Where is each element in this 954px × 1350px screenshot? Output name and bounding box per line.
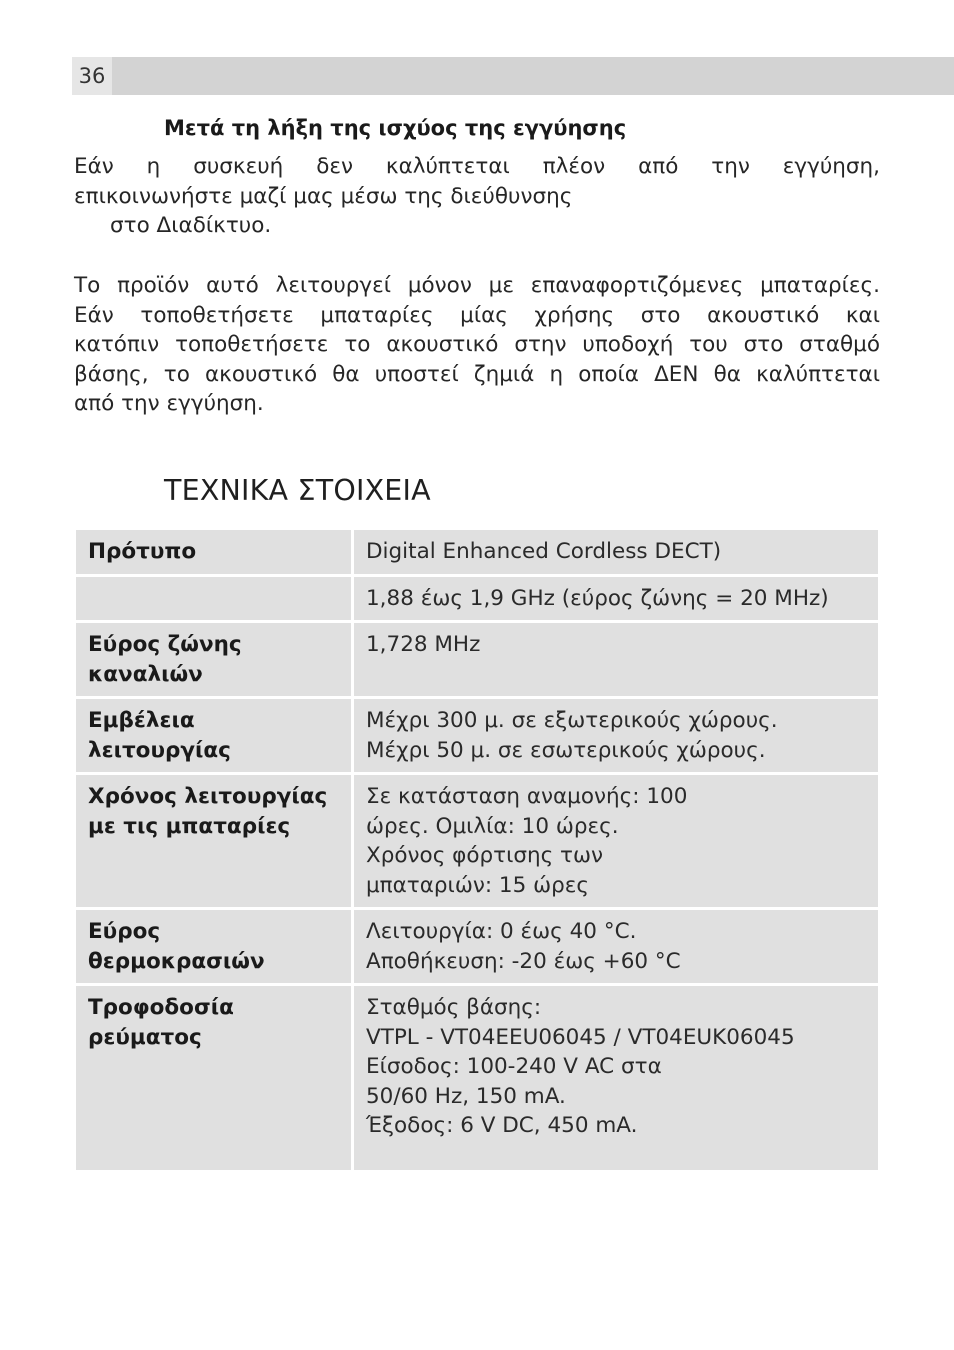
spec-label-line: Τροφοδοσία [88,995,234,1020]
spec-value-line: 1,728 MHz [366,632,481,657]
spec-label [76,775,351,907]
paragraph-line: επικοινωνήστε μαζί μας μέσω της διεύθυνσης [74,183,573,209]
spec-label-line: καναλιών [88,661,203,687]
warranty-heading: Μετά τη λήξη της ισχύος της εγγύησης [164,116,627,140]
spec-value-line: Αποθήκευση: -20 έως +60 °C [366,948,681,974]
spec-label [76,910,351,983]
paragraph-line: Το προϊόν αυτό λειτουργεί μόνον με επαναφορτιζόμενες μπαταρίες. [74,273,880,298]
spec-value [354,530,878,574]
spec-value-line: Μέχρι 300 μ. σε εξωτερικούς χώρους. [366,708,778,733]
spec-label-line: Χρόνος λειτουργίας [88,784,328,809]
spec-label [76,530,351,574]
spec-value-line: Έξοδος: 6 V DC, 450 mA. [366,1113,638,1138]
paragraph-line: Εάν η συσκευή δεν καλύπτεται πλέον από την εγγύηση, [74,154,880,179]
paragraph-line: βάσης, το ακουστικό θα υποστεί ζημιά η οποία ΔΕΝ θα καλύπτεται [74,361,880,387]
paragraph-line: κατόπιν τοποθετήσετε το ακουστικό στην υποδοχή του στο σταθμό [74,332,880,357]
spec-label [76,699,351,772]
specs-table [73,527,881,1173]
spec-value-line: ώρες. Ομιλία: 10 ώρες. [366,813,619,839]
spec-row [76,910,878,983]
spec-value-line: 1,88 έως 1,9 GHz (εύρος ζώνης = 20 MHz) [366,585,829,611]
spec-label-line: θερμοκρασιών [88,948,265,974]
spec-value-line: Digital Enhanced Cordless DECT) [366,539,722,564]
spec-value-line: Μέχρι 50 μ. σε εσωτερικούς χώρους. [366,737,766,763]
spec-value [354,910,878,983]
spec-value-line: Είσοδος: 100-240 V AC στα [366,1054,662,1079]
spec-label-line: Εύρος ζώνης [88,632,242,657]
header-bar [72,57,954,95]
spec-value [354,986,878,1170]
spec-row [76,775,878,907]
spec-row [76,577,878,621]
spec-label-line: λειτουργίας [88,737,231,763]
spec-value-line: Σε κατάσταση αναμονής: 100 [366,784,688,809]
spec-label-line: Πρότυπο [88,539,197,564]
spec-row [76,623,878,696]
spec-value-line: Λειτουργία: 0 έως 40 °C. [366,919,637,944]
spec-value [354,623,878,696]
paragraph-line: από την εγγύηση. [74,391,264,416]
section-title: ΤΕΧΝΙΚΑ ΣΤΟΙΧΕΙΑ [164,474,431,507]
spec-label-line: με τις μπαταρίες [88,813,291,839]
spec-row [76,986,878,1170]
spec-label-line: ρεύματος [88,1024,202,1050]
spec-label [76,623,351,696]
spec-label-line: Εύρος [88,919,161,944]
paragraph-line: στο Διαδίκτυο. [110,213,272,238]
warranty-paragraph [74,152,880,241]
spec-value-line: 50/60 Hz, 150 mA. [366,1083,566,1109]
spec-value-line: Χρόνος φόρτισης των [366,843,604,868]
page-number: 36 [72,57,112,95]
spec-value-line: μπαταριών: 15 ώρες [366,872,590,898]
paragraph-line: Εάν τοποθετήσετε μπαταρίες μίας χρήσης στο ακουστικό και [74,302,880,328]
spec-label [76,986,351,1170]
spec-label [76,577,351,621]
spec-row [76,530,878,574]
battery-warning-paragraph [74,271,880,419]
spec-label-line: Εμβέλεια [88,708,195,733]
spec-value [354,577,878,621]
spec-value [354,699,878,772]
spec-value-line: Σταθμός βάσης: [366,995,542,1020]
spec-row [76,699,878,772]
spec-value-line: VTPL - VT04EEU06045 / VT04EUK06045 [366,1024,795,1050]
spec-value [354,775,878,907]
